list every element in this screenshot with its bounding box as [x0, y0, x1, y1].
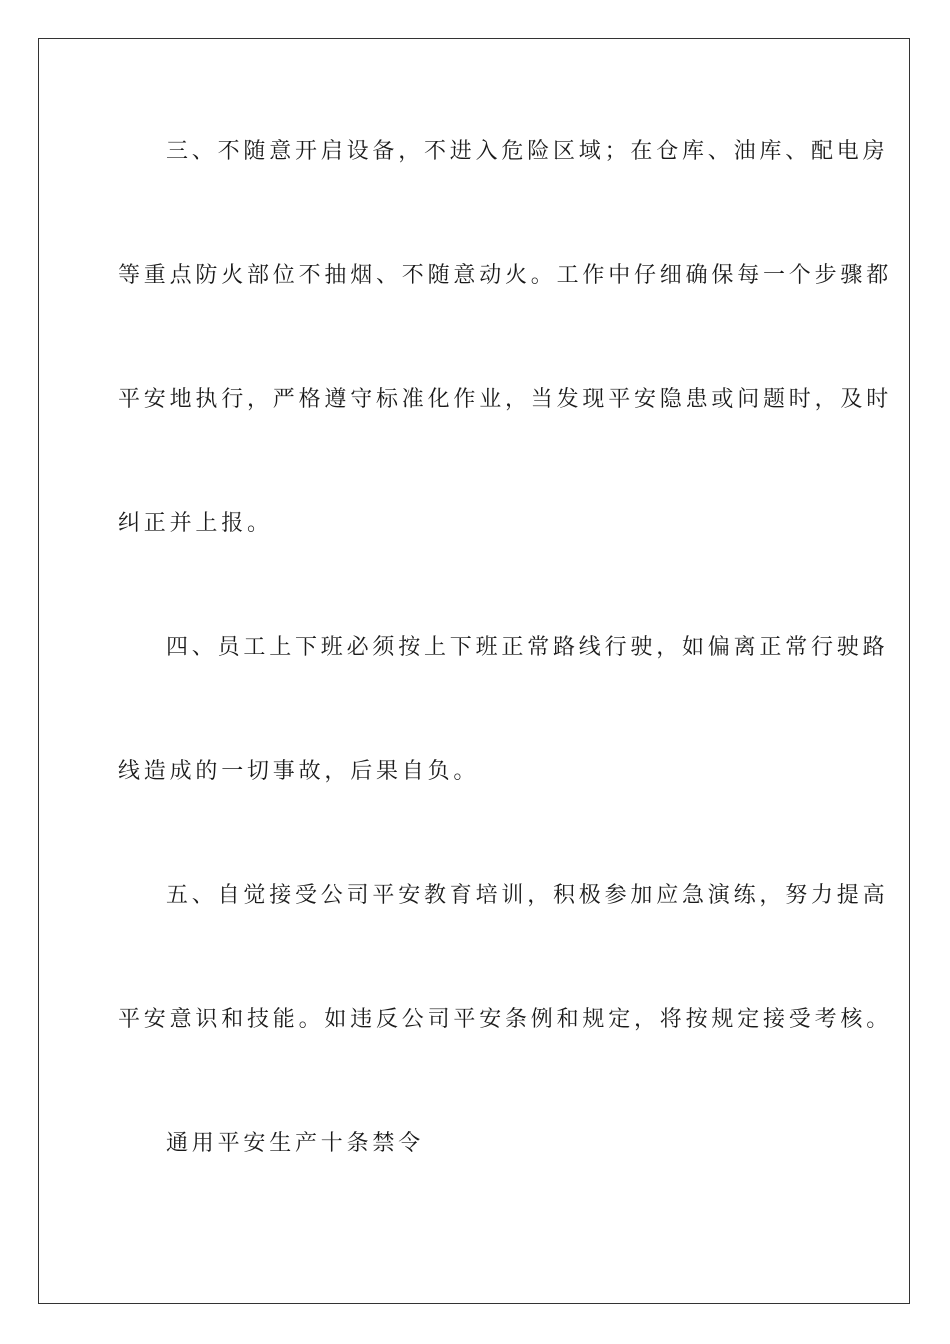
paragraph-4-line-2: 线造成的一切事故，后果自负。	[118, 759, 480, 784]
paragraph-4-line-1: 四、员工上下班必须按上下班正常路线行驶，如偏离正常行驶路	[166, 635, 889, 660]
paragraph-5-line-2: 平安意识和技能。如违反公司平安条例和规定，将按规定接受考核。	[118, 1007, 893, 1032]
paragraph-5-line-1: 五、自觉接受公司平安教育培训，积极参加应急演练，努力提高	[166, 883, 889, 908]
paragraph-3-line-4: 纠正并上报。	[118, 511, 273, 536]
paragraph-3-line-3: 平安地执行，严格遵守标准化作业，当发现平安隐患或问题时，及时	[118, 387, 893, 412]
paragraph-3-line-1: 三、不随意开启设备，不进入危险区域；在仓库、油库、配电房	[166, 139, 889, 164]
section-heading: 通用平安生产十条禁令	[166, 1131, 425, 1156]
page-border	[38, 38, 910, 1304]
paragraph-3-line-2: 等重点防火部位不抽烟、不随意动火。工作中仔细确保每一个步骤都	[118, 263, 893, 288]
